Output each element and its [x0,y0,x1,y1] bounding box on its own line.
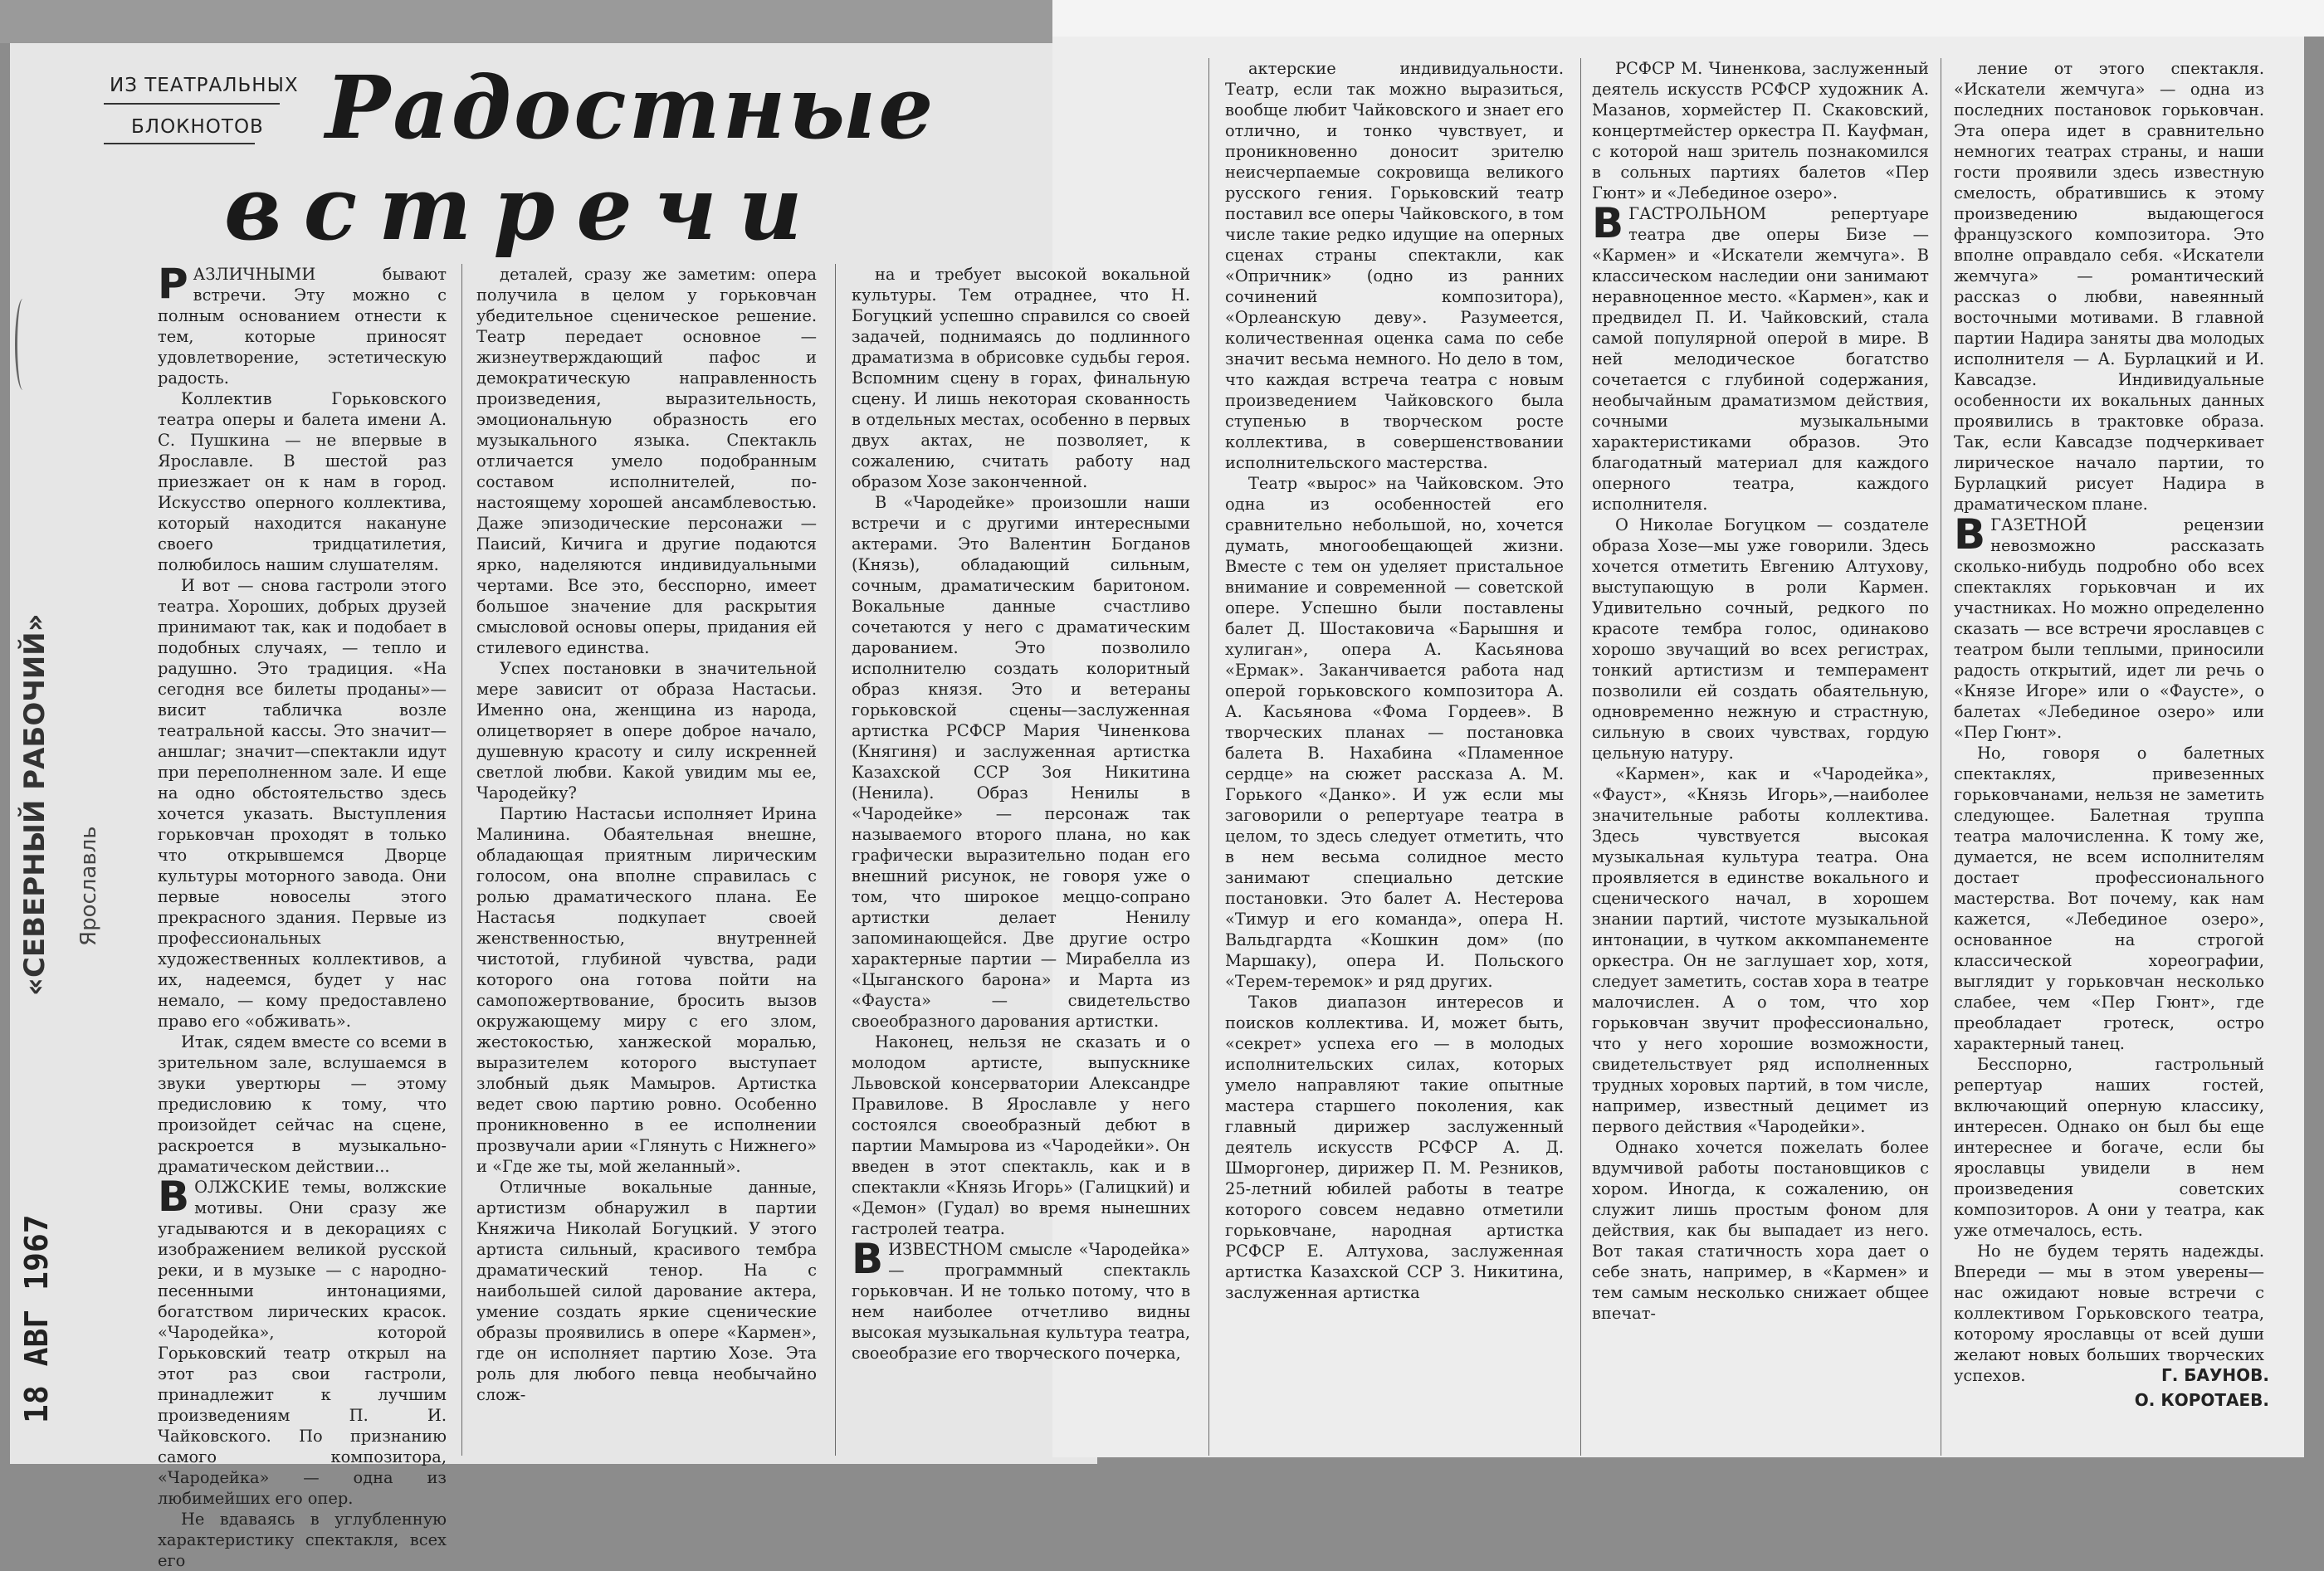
paragraph-text: «Кармен», как и «Чародейка», «Фауст», «Князь Игорь»,—наиболее значительные работы коллектива. Здесь чувствуется высокая музыкальная культура театра. Она проявляется в единстве вокального и сценического начал, в хорошем знании партий, чистоте музыкальной интонации, в чутком аккомпанементе оркестра. Он не заглушает хор, хотя, следует заметить, состав хора в театре малочислен. А о том, что хор горьковчан звучит профессионально, что у него хорошие возможности, свидетельствует ряд исполненных трудных хоровых партий, в том числе, например, известный децимет из первого действия «Чародейки». [1592,764,1929,1136]
article-paragraph [158,388,447,575]
paragraph-text: ление от этого спектакля. «Искатели жемчуга» — одна из последних постановок горьковчан. Эта опера идет в сравнительно немногих театрах страны, и наши гости проявили здесь известную смелость, обратившись к этому произведению выдающегося французского композитора. Это вполне оправдало себя. «Искатели жемчуга» — романтический рассказ о любви, навеянный восточными мотивами. В главной партии Надира заняты два молодых исполнителя — А. Бурлацкий и И. Кавсадзе. Индивидуальные особенности их вокальных данных проявились в трактовке образа. Так, если Кавсадзе подчеркивает лирическое начало партии, то Бурлацкий рисует Надира в драматическом плане. [1954,59,2264,514]
article-paragraph [1592,199,1929,515]
paragraph-text: Однако хочется пожелать более вдумчивой работы постановщиков с хором. Иногда, к сожалению, он служит лишь простым фоном для действия, как бы выпадает из него. Вот такая статичность хора дает о себе знать, например, в «Кармен» и тем самым несколько снижает общее впечат- [1592,1138,1929,1323]
article-paragraph [476,658,817,803]
article-paragraph [852,1235,1190,1364]
rubric-line-1: ИЗ ТЕАТРАЛЬНЫХ [110,75,299,96]
drop-cap: В [1954,510,1986,559]
paragraph-text: И вот — снова гастроли этого театра. Хороших, добрых друзей принимают так, как и подобает в подобных случаях, — тепло и радушно. Это традиция. «На сегодня все билеты проданы»—висит табличка возле театральной кассы. Это значит—аншлаг; значит—спектакли идут при переполненном зале. И еще на одно обстоятельство здесь хочется указать. Выступления горьковчан проходят в только что открывшемся Дворце культуры моторного завода. Они первые новоселы этого прекрасного здания. Первые из профессиональных художественных коллективов, а их, надеемся, будет у нас немало, — кому предоставлено право его «обживать». [158,576,447,1031]
article-paragraph [1954,510,2264,743]
paragraph-text: Партию Настасьи исполняет Ирина Малинина. Обаятельная внешне, обладающая приятным лирическим голосом, она вполне справилась с ролью драматического плана. Ее Настасья подкупает своей женственностью, внутренней чистотой, глубиной чувства, ради которого она готова пойти на самопожертвование, бросить вызов окружающему миру с его злом, жестокостью, ханжеской моралью, выразителем которого выступает злобный дьяк Мамыров. Артистка ведет свою партию ровно. Особенно проникновенно в ее исполнении прозвучали арии «Глянуть с Нижнего» и «Где же ты, мой желанный». [476,804,817,1176]
paragraph-text: Отличные вокальные данные, артистизм обнаружил в партии Княжича Николай Богуцкий. У этого артиста сильный, красивого тембра драматический тенор. На с наибольшей силой дарование актера, умение создать яркие сценические образы проявились в опере «Кармен», где он исполняет партию Хозе. Эта роль для любого певца необычайно слож- [476,1178,817,1404]
article-paragraph [158,1032,447,1177]
article-paragraph [1592,58,1929,203]
rubric-line-2: БЛОКНОТОВ [131,116,264,138]
masthead-stamp [18,613,68,996]
paragraph-text: ГАСТРОЛЬНОМ репертуаре театра две оперы Бизе — «Кармен» и «Искатели жемчуга». В классическом наследии они занимают неравноценное место. «Кармен», как и предвидел П. И. Чайковский, стала самой популярной оперой в мире. В ней мелодическое богатство сочетается с глубиной содержания, необычайным драматизмом действия, сочными музыкальными характеристиками образов. Это благодатный материал для каждого оперного театра, каждого исполнителя. [1592,204,1929,514]
rubric-underline-1 [104,103,280,105]
drop-cap: В [1592,199,1624,247]
paragraph-text: Но не будем терять надежды. Впереди — мы в этом уверены— нас ожидают новые встречи с коллективом Горьковского театра, которому ярославцы от всей души желают новых больших творческих успехов. [1954,1242,2264,1385]
paragraph-text: Бесспорно, гастрольный репертуар наших гостей, включающий оперную классику, интересен. Однако он был бы еще интереснее и богаче, если бы ярославцы увидели в нем произведения советских композиторов. А они у театра, как уже отмечалось, есть. [1954,1055,2264,1240]
paragraph-text: ГАЗЕТНОЙ рецензии невозможно рассказать сколько-нибудь подробно обо всех спектаклях горьковчан и их участниках. Но можно определенно сказать — все встречи ярославцев с театром были теплыми, приносили радость открытий, идет ли речь о «Князе Игоре» или о «Фаусте», о балетах «Лебединое озеро» или «Пер Гюнт». [1954,515,2264,742]
article-column-3 [852,264,1190,1459]
article-paragraph [1592,764,1929,1137]
paragraph-text: Таков диапазон интересов и поисков коллектива. И, может быть, «секрет» успеха его — в молодых исполнительских силах, которых умело направляют такие опытные мастера старшего поколения, как главный дирижер заслуженный деятель искусств РСФСР А. Д. Шморгонер, дирижер П. М. Резников, 25-летний юбилей работы в театре которого совсем недавно отметили горьковчане, народная артистка РСФСР Е. Алтухова, заслуженная артистка Казахской ССР З. Никитина, заслуженная артистка [1225,993,1564,1302]
author-name: О. КОРОТАЕВ. [2134,1390,2269,1410]
article-paragraph [476,1177,817,1405]
article-paragraph [158,1509,447,1571]
signature [2135,1363,2269,1412]
article-paragraph [1225,473,1564,992]
paragraph-text: Театр «вырос» на Чайковском. Это одна из особенностей его сравнительно небольшой, но, хочется думать, многообещающей жизни. Вместе с тем он уделяет пристальное внимание и современной — советской опере. Успешно были поставлены балет Д. Шостаковича «Барышня и хулиган», опера А. Касьянова «Ермак». Заканчивается работа над оперой горьковского композитора А. А. Касьянова «Фома Гордеев». В творческих планах — постановка балета В. Нахабина «Пламенное сердце» на сюжет рассказа А. М. Горького «Данко». И уж если мы заговорили о репертуаре театра в целом, то здесь следует отметить, что в нем весьма солидное место занимают специально детские постановки. Это балет А. Нестерова «Тимур и его команда», опера Н. Вальдгардта «Кошкин дом» (по Маршаку), опера И. Польского «Терем-теремок» и ряд других. [1225,474,1564,991]
city-stamp [76,780,110,946]
article-paragraph [158,1173,447,1509]
drop-cap: Р [158,260,188,308]
paragraph-text: В «Чародейке» произошли наши встречи и с другими интересными актерами. Это Валентин Богданов (Князь), обладающий сильным, сочным, драматическим баритоном. Вокальные данные счастливо сочетаются у него с драматическим дарованием. Это позволило исполнителю создать колоритный образ князя. Это и ветераны горьковской сцены—заслуженная артистка РСФСР Мария Чиненкова (Княгиня) и заслуженная артистка Казахской ССР Зоя Никитина (Ненила). Образ Ненилы в «Чародейке» — персонаж так называемого второго плана, но как графически выразительно подан его внешний рисунок, не говоря уже о том, что широкое меццо-сопрано артистки делает Ненилу запоминающейся. Две другие остро характерные партии — Мирабелла из «Цыганского барона» и Марта из «Фауста» — свидетельство своеобразного дарования артистки. [852,493,1190,1031]
pencil-mark [15,299,31,390]
article-paragraph [476,264,817,658]
paragraph-text: Успех постановки в значительной мере зависит от образа Настасьи. Именно она, женщина из народа, олицетворяет в опере доброе начало, душевную красоту и силу искренней светлой любви. Какой увидим мы ее, Чародейку? [476,659,817,803]
article-paragraph [476,803,817,1177]
paragraph-text: Не вдаваясь в углубленную характеристику спектакля, всех его [158,1510,447,1570]
article-paragraph [1592,515,1929,764]
background-top-left [0,0,1052,43]
paragraph-text: на и требует высокой вокальной культуры. Тем отраднее, что Н. Богуцкий успешно справился со своей задачей, поднимаясь до подлинного драматизма в обрисовке судьбы героя. Вспомним сцену в горах, финальную сцену. И лишь некоторая скованность в отдельных местах, особенно в первых двух актах, не позволяет, к сожалению, считать работу над образом Хозе законченной. [852,265,1190,491]
paragraph-text: Итак, сядем вместе со всеми в зрительном зале, вслушаемся в звуки увертюры — этому предисловию к тому, что произойдет сейчас на сцене, раскроется в музыкально-драматическом действии... [158,1032,447,1176]
rubric-underline-2 [104,143,255,144]
article-paragraph [1954,743,2264,1054]
article-paragraph [1225,992,1564,1303]
headline-line-2: встречи [224,156,824,260]
paragraph-text: ИЗВЕСТНОМ смысле «Чародейка» — программный спектакль горьковчан. И не только потому, что в нем наиболее отчетливо видны высокая музыкальная культура театра, своеобразие его творческого почерка, [852,1240,1190,1363]
column-divider [1580,58,1581,1456]
paragraph-text: О Николае Богуцком — создателе образа Хозе—мы уже говорили. Здесь хочется отметить Евгению Алтухову, выступающую в роли Кармен. Удивительно сочный, редкого по красоте тембра голос, одинаково хорошо звучащий во всех регистрах, тонкий артистизм и темперамент позволили ей создать обаятельную, одновременно нежную и страстную, сильную в своих чувствах, гордую цельную натуру. [1592,515,1929,763]
paragraph-text: Наконец, нельзя не сказать и о молодом артисте, выпускнике Львовской консерватории Александре Правилове. В Ярославле у него состоялся своеобразный дебют в партии Мамырова из «Чародейки». Он введен в этот спектакль, как и в спектакли «Князь Игорь» (Галицкий) и «Демон» (Гудал) во время нынешних гастролей театра. [852,1032,1190,1238]
drop-cap: В [158,1173,190,1221]
article-paragraph [1225,58,1564,473]
column-divider [1208,58,1209,1456]
article-paragraph [852,1032,1190,1239]
newspaper-name: «СЕВЕРНЫЙ РАБОЧИЙ» [18,613,51,996]
article-column-1 [158,260,447,1570]
article-paragraph [158,260,447,388]
article-paragraph [1954,1054,2264,1241]
headline-line-1: Радостные [325,56,936,159]
paragraph-text: АЗЛИЧНЫМИ бывают встречи. Эту можно с полным основанием отнести к тем, которые приносят удовлетворение, эстетическую радость. [158,265,447,388]
article-column-5 [1592,58,1929,1461]
column-divider [835,264,836,1456]
drop-cap: В [852,1235,884,1283]
paragraph-text: ОЛЖСКИЕ темы, волжские мотивы. Они сразу же угадываются и в декорациях с изображением великой русской реки, и в музыке — с народно-песенными интонациями, богатством лирических красок. «Чародейка», которой Горьковский театр открыл на этот раз свои гастроли, принадлежит к лучшим произведениям П. И. Чайковского. По признанию самого композитора, «Чародейка» — одна из любимейших его опер. [158,1178,447,1508]
paragraph-text: Коллектив Горьковского театра оперы и балета имени А. С. Пушкина — не впервые в Ярославле. В шестой раз приезжает он к нам в город. Искусство оперного коллектива, который находится накануне своего тридцатилетия, полюбилось нашим слушателям. [158,389,447,574]
date-stamp [18,1183,60,1423]
author-name: Г. БАУНОВ. [2160,1365,2269,1385]
paragraph-text: РСФСР М. Чиненкова, заслуженный деятель искусств РСФСР художник А. Мазанов, хормейстер П. Скаковский, концертмейстер оркестра П. Кауфман, с которой наш зритель познакомился в сольных партиях балетов «Пер Гюнт» и «Лебединое озеро». [1592,59,1929,202]
article-paragraph [1592,1137,1929,1324]
article-column-2 [476,264,817,1459]
article-paragraph [1954,58,2264,515]
publication-date: 18 АВГ 1967 [18,1214,55,1423]
column-divider [461,264,462,1456]
paragraph-text: деталей, сразу же заметим: опера получила в целом у горьковчан убедительное сценическое решение. Театр передает основное — жизнеутверждающий пафос и демократическую направленность произведения, выразительность, эмоциональную образность его музыкального языка. Спектакль отличается умело подобранным составом исполнителей, по-настоящему хорошей ансамблевостью. Даже эпизодические персонажи — Паисий, Кичига и другие подаются ярко, наделяются индивидуальными чертами. Все это, бесспорно, имеет большое значение для раскрытия смысловой основы оперы, придания ей стилевого единства. [476,265,817,657]
paragraph-text: актерские индивидуальности. Театр, если так можно выразиться, вообще любит Чайковского и знает его отлично, и тонко чувствует, и проникновенно доносит зрителю неисчерпаемые сокровища великого русского гения. Горьковский театр поставил все оперы Чайковского, в том числе такие редко идущие на оперных сценах страны спектакли, как «Опричник» (одно из ранних сочинений композитора), «Орлеанскую деву». Разумеется, количественная оценка сама по себе значит весьма немного. Но дело в том, что каждая встреча театра с новым произведением Чайковского была ступенью в творческом росте коллектива, в совершенствовании исполнительского мастерства. [1225,59,1564,472]
paragraph-text: Но, говоря о балетных спектаклях, привезенных горьковчанами, нельзя не заметить следующее. Балетная труппа театра малочисленна. К тому же, думается, не всем исполнителям достает профессионального мастерства. Вот почему, как нам кажется, «Лебединое озеро», основанное на строгой классической хореографии, выглядит у горьковчан несколько слабее, чем «Пер Гюнт», где преобладает гротеск, остро характерный танец. [1954,744,2264,1053]
article-paragraph [852,264,1190,492]
article-paragraph [158,575,447,1032]
city-name: Ярославль [76,826,101,946]
article-paragraph [852,492,1190,1032]
article-column-4 [1225,58,1564,1461]
background-top-right [1052,0,2324,37]
